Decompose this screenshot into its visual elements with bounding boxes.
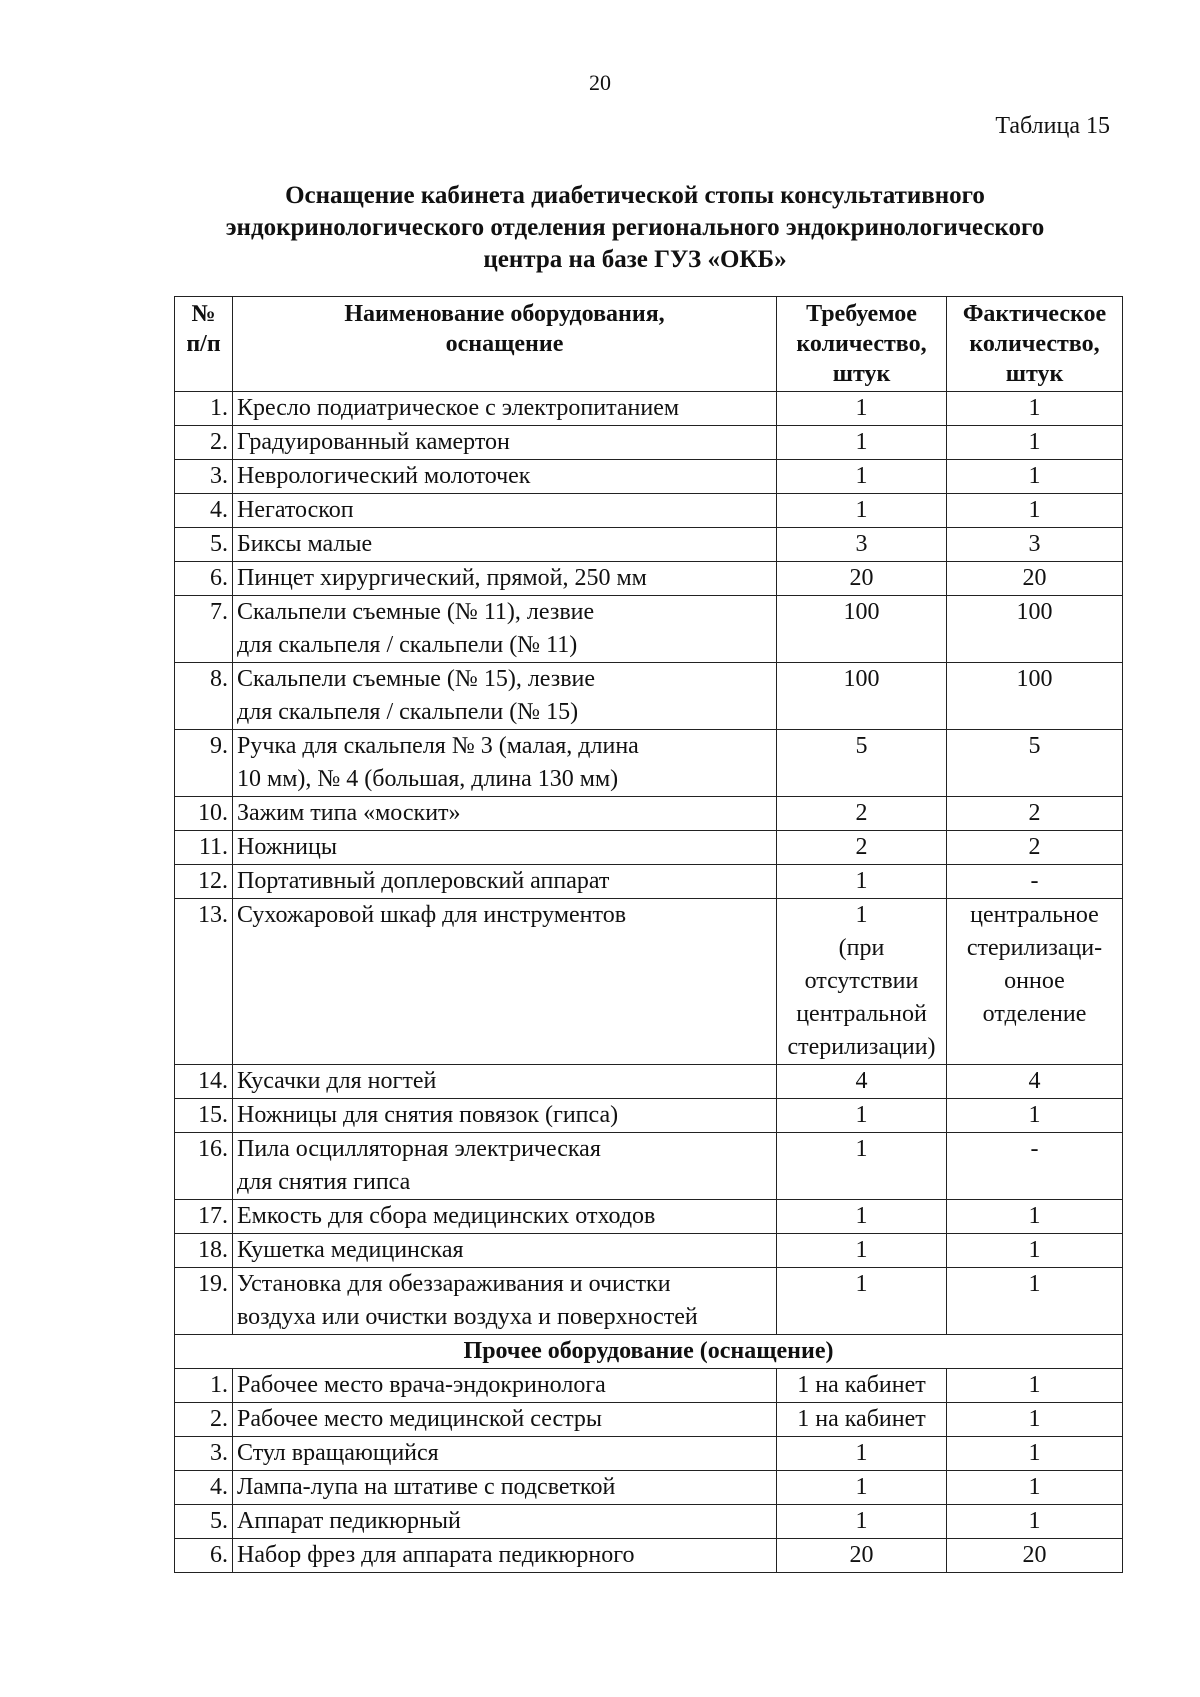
name-cell-line: для скальпеля / скальпели (№ 15): [237, 699, 579, 725]
actual-qty-cell-line: 2: [1028, 800, 1041, 826]
header-name-line: Наименование оборудования,: [344, 301, 665, 327]
actual-qty-cell-line: центральное: [970, 902, 1099, 928]
table-row: [175, 1065, 1123, 1099]
name-cell: [233, 494, 777, 528]
required-qty-cell-line: 1: [855, 1102, 868, 1128]
actual-qty-cell-line: 1: [1028, 1102, 1041, 1128]
row-number: 11.: [175, 831, 233, 865]
row-number: 10.: [175, 797, 233, 831]
name-cell-line: Пинцет хирургический, прямой, 250 мм: [237, 565, 647, 591]
table-row: [175, 865, 1123, 899]
row-number: 17.: [175, 1200, 233, 1234]
table-header-row: [175, 297, 1123, 392]
required-qty-cell-line: 1: [855, 429, 868, 455]
row-number: 6.: [175, 562, 233, 596]
name-cell-line: Емкость для сбора медицинских отходов: [237, 1203, 656, 1229]
name-cell-line: Набор фрез для аппарата педикюрного: [237, 1542, 635, 1568]
header-required-line: штук: [832, 361, 891, 387]
name-cell: [233, 1539, 777, 1573]
required-qty-cell-line: 1: [855, 1271, 868, 1297]
name-cell: [233, 899, 777, 1065]
actual-qty-cell: [947, 1471, 1123, 1505]
table-row: [175, 1099, 1123, 1133]
table-row: [175, 797, 1123, 831]
actual-qty-cell: [947, 663, 1123, 730]
name-cell: [233, 730, 777, 797]
name-cell-line: Аппарат педикюрный: [237, 1508, 461, 1534]
table-row: [175, 562, 1123, 596]
row-number: 5.: [175, 1505, 233, 1539]
required-qty-cell-line: 2: [855, 800, 868, 826]
table-row: [175, 663, 1123, 730]
name-cell: [233, 528, 777, 562]
name-cell: [233, 392, 777, 426]
row-number: 15.: [175, 1099, 233, 1133]
table-row: [175, 426, 1123, 460]
row-number: 3.: [175, 460, 233, 494]
table-row: [175, 1200, 1123, 1234]
actual-qty-cell-line: 1: [1028, 395, 1041, 421]
actual-qty-cell-line: 2: [1028, 834, 1041, 860]
required-qty-cell: [777, 528, 947, 562]
header-actual: [947, 297, 1123, 392]
required-qty-cell: [777, 1268, 947, 1335]
name-cell-line: для снятия гипса: [237, 1169, 411, 1195]
name-cell-line: Кресло подиатрическое с электропитанием: [237, 395, 680, 421]
table-row: [175, 1471, 1123, 1505]
actual-qty-cell: [947, 865, 1123, 899]
actual-qty-cell: [947, 392, 1123, 426]
actual-qty-cell: [947, 426, 1123, 460]
table-row: [175, 528, 1123, 562]
actual-qty-cell-line: онное: [1004, 968, 1065, 994]
required-qty-cell: [777, 899, 947, 1065]
actual-qty-cell-line: 20: [1022, 1542, 1047, 1568]
header-required-line: Требуемое: [806, 301, 917, 327]
required-qty-cell: [777, 1099, 947, 1133]
name-cell-line: 10 мм), № 4 (большая, длина 130 мм): [237, 766, 619, 792]
required-qty-cell-line: стерилизации): [787, 1034, 936, 1060]
document-title-line: центра на базе ГУЗ «ОКБ»: [483, 246, 787, 273]
required-qty-cell: [777, 596, 947, 663]
required-qty-cell: [777, 460, 947, 494]
row-number: 19.: [175, 1268, 233, 1335]
required-qty-cell: [777, 562, 947, 596]
actual-qty-cell-line: 100: [1016, 599, 1053, 625]
name-cell: [233, 1065, 777, 1099]
header-actual-line: Фактическое: [962, 301, 1107, 327]
actual-qty-cell: [947, 528, 1123, 562]
header-num: [175, 297, 233, 392]
table-row: [175, 1437, 1123, 1471]
required-qty-cell-line: 1: [855, 1508, 868, 1534]
actual-qty-cell: [947, 596, 1123, 663]
name-cell: [233, 797, 777, 831]
actual-qty-cell-line: -: [1030, 868, 1039, 894]
name-cell-line: Ножницы: [237, 834, 337, 860]
actual-qty-cell: [947, 562, 1123, 596]
required-qty-cell: [777, 1505, 947, 1539]
table-row: [175, 1403, 1123, 1437]
name-cell: [233, 1200, 777, 1234]
name-cell: [233, 562, 777, 596]
row-number: 4.: [175, 1471, 233, 1505]
actual-qty-cell-line: 1: [1028, 1406, 1041, 1432]
required-qty-cell-line: 1: [855, 463, 868, 489]
required-qty-cell-line: 1: [855, 902, 868, 928]
equipment-table: [174, 296, 1123, 1573]
other-equipment-rows: [175, 1369, 1123, 1573]
required-qty-cell: [777, 426, 947, 460]
actual-qty-cell: [947, 899, 1123, 1065]
row-number: 13.: [175, 899, 233, 1065]
name-cell-line: Стул вращающийся: [237, 1440, 439, 1466]
header-required-line: количество,: [796, 331, 927, 357]
actual-qty-cell: [947, 460, 1123, 494]
actual-qty-cell: [947, 730, 1123, 797]
required-qty-cell-line: 100: [843, 599, 880, 625]
table-row: [175, 1369, 1123, 1403]
actual-qty-cell-line: -: [1030, 1136, 1039, 1162]
table-row: [175, 1234, 1123, 1268]
required-qty-cell: [777, 1133, 947, 1200]
required-qty-cell-line: 1: [855, 1474, 868, 1500]
required-qty-cell-line: 2: [855, 834, 868, 860]
required-qty-cell-line: 1 на кабинет: [797, 1406, 926, 1432]
name-cell: [233, 1133, 777, 1200]
actual-qty-cell-line: 100: [1016, 666, 1053, 692]
name-cell: [233, 1505, 777, 1539]
required-qty-cell-line: центральной: [796, 1001, 927, 1027]
actual-qty-cell: [947, 1133, 1123, 1200]
required-qty-cell: [777, 1437, 947, 1471]
name-cell-line: Скальпели съемные (№ 11), лезвие: [237, 599, 595, 625]
name-cell: [233, 1437, 777, 1471]
name-cell-line: Лампа-лупа на штативе с подсветкой: [237, 1474, 616, 1500]
table-row: [175, 1539, 1123, 1573]
equipment-rows: [175, 392, 1123, 1335]
required-qty-cell: [777, 1471, 947, 1505]
required-qty-cell-line: 1: [855, 1203, 868, 1229]
name-cell-line: Рабочее место медицинской сестры: [237, 1406, 603, 1432]
required-qty-cell: [777, 797, 947, 831]
row-number: 14.: [175, 1065, 233, 1099]
required-qty-cell: [777, 1369, 947, 1403]
name-cell-line: Сухожаровой шкаф для инструментов: [237, 902, 627, 928]
required-qty-cell: [777, 494, 947, 528]
actual-qty-cell: [947, 797, 1123, 831]
row-number: 7.: [175, 596, 233, 663]
name-cell: [233, 1099, 777, 1133]
row-number: 16.: [175, 1133, 233, 1200]
table-row: [175, 596, 1123, 663]
section-row: [175, 1335, 1123, 1369]
row-number: 12.: [175, 865, 233, 899]
required-qty-cell: [777, 865, 947, 899]
table-row: [175, 392, 1123, 426]
table-row: [175, 1268, 1123, 1335]
section-title: Прочее оборудование (оснащение): [175, 1335, 1123, 1369]
actual-qty-cell-line: 3: [1028, 531, 1041, 557]
required-qty-cell-line: 100: [843, 666, 880, 692]
header-required: [777, 297, 947, 392]
required-qty-cell-line: 1: [855, 1440, 868, 1466]
actual-qty-cell: [947, 1539, 1123, 1573]
name-cell-line: Установка для обеззараживания и очистки: [237, 1271, 671, 1297]
name-cell: [233, 426, 777, 460]
name-cell: [233, 1369, 777, 1403]
name-cell-line: Негатоскоп: [237, 497, 354, 523]
table-label: Таблица 15: [995, 113, 1110, 139]
name-cell: [233, 831, 777, 865]
name-cell-line: Кусачки для ногтей: [237, 1068, 437, 1094]
required-qty-cell: [777, 1403, 947, 1437]
name-cell: [233, 1234, 777, 1268]
actual-qty-cell-line: 1: [1028, 1203, 1041, 1229]
actual-qty-cell-line: 1: [1028, 463, 1041, 489]
actual-qty-cell: [947, 1369, 1123, 1403]
table-row: [175, 494, 1123, 528]
row-number: 1.: [175, 1369, 233, 1403]
actual-qty-cell-line: 1: [1028, 429, 1041, 455]
table-row: [175, 460, 1123, 494]
actual-qty-cell-line: 1: [1028, 1237, 1041, 1263]
actual-qty-cell-line: 4: [1028, 1068, 1041, 1094]
row-number: 5.: [175, 528, 233, 562]
actual-qty-cell-line: отделение: [982, 1001, 1087, 1027]
name-cell-line: Пила осцилляторная электрическая: [237, 1136, 601, 1162]
actual-qty-cell-line: 1: [1028, 497, 1041, 523]
row-number: 2.: [175, 1403, 233, 1437]
name-cell-line: воздуха или очистки воздуха и поверхностей: [237, 1304, 698, 1330]
required-qty-cell: [777, 1065, 947, 1099]
page-number: 20: [589, 70, 611, 95]
header-actual-line: штук: [1005, 361, 1064, 387]
name-cell: [233, 1268, 777, 1335]
header-num-line: №: [191, 301, 216, 327]
table-row: [175, 1505, 1123, 1539]
actual-qty-cell-line: 1: [1028, 1271, 1041, 1297]
required-qty-cell-line: 1: [855, 868, 868, 894]
name-cell-line: Портативный доплеровский аппарат: [237, 868, 610, 894]
row-number: 3.: [175, 1437, 233, 1471]
header-name: [233, 297, 777, 392]
required-qty-cell: [777, 1200, 947, 1234]
required-qty-cell: [777, 730, 947, 797]
header-name-line: оснащение: [445, 331, 564, 357]
document-title: [170, 180, 1100, 276]
actual-qty-cell-line: 5: [1028, 733, 1041, 759]
actual-qty-cell: [947, 1065, 1123, 1099]
required-qty-cell-line: 1: [855, 1136, 868, 1162]
actual-qty-cell-line: 1: [1028, 1372, 1041, 1398]
table-row: [175, 831, 1123, 865]
name-cell-line: для скальпеля / скальпели (№ 11): [237, 632, 578, 658]
required-qty-cell-line: 4: [855, 1068, 868, 1094]
actual-qty-cell-line: 20: [1022, 565, 1047, 591]
actual-qty-cell-line: 1: [1028, 1440, 1041, 1466]
required-qty-cell: [777, 663, 947, 730]
required-qty-cell-line: 1 на кабинет: [797, 1372, 926, 1398]
name-cell-line: Скальпели съемные (№ 15), лезвие: [237, 666, 596, 692]
required-qty-cell: [777, 831, 947, 865]
name-cell: [233, 460, 777, 494]
document-title-line: эндокринологического отделения регионального эндокринологического: [225, 214, 1045, 241]
name-cell-line: Ножницы для снятия повязок (гипса): [237, 1102, 619, 1128]
name-cell: [233, 1403, 777, 1437]
required-qty-cell-line: (при: [838, 935, 885, 961]
actual-qty-cell: [947, 1099, 1123, 1133]
actual-qty-cell: [947, 1437, 1123, 1471]
required-qty-cell-line: 1: [855, 497, 868, 523]
name-cell: [233, 663, 777, 730]
name-cell-line: Кушетка медицинская: [237, 1237, 464, 1263]
table-row: [175, 899, 1123, 1065]
header-actual-line: количество,: [969, 331, 1100, 357]
required-qty-cell-line: 3: [855, 531, 868, 557]
actual-qty-cell: [947, 1403, 1123, 1437]
name-cell: [233, 865, 777, 899]
row-number: 2.: [175, 426, 233, 460]
actual-qty-cell: [947, 1234, 1123, 1268]
required-qty-cell: [777, 1234, 947, 1268]
required-qty-cell-line: 20: [849, 565, 874, 591]
name-cell-line: Неврологический молоточек: [237, 463, 531, 489]
row-number: 18.: [175, 1234, 233, 1268]
row-number: 1.: [175, 392, 233, 426]
actual-qty-cell-line: 1: [1028, 1474, 1041, 1500]
actual-qty-cell-line: 1: [1028, 1508, 1041, 1534]
name-cell: [233, 596, 777, 663]
required-qty-cell: [777, 1539, 947, 1573]
row-number: 9.: [175, 730, 233, 797]
actual-qty-cell: [947, 1200, 1123, 1234]
actual-qty-cell: [947, 831, 1123, 865]
required-qty-cell-line: 1: [855, 1237, 868, 1263]
required-qty-cell-line: 1: [855, 395, 868, 421]
table-row: [175, 730, 1123, 797]
name-cell-line: Градуированный камертон: [237, 429, 510, 455]
section-divider: [175, 1335, 1123, 1369]
row-number: 8.: [175, 663, 233, 730]
actual-qty-cell: [947, 494, 1123, 528]
required-qty-cell-line: 20: [849, 1542, 874, 1568]
name-cell-line: Зажим типа «москит»: [237, 800, 461, 826]
actual-qty-cell-line: стерилизаци-: [966, 935, 1103, 961]
required-qty-cell: [777, 392, 947, 426]
required-qty-cell-line: отсутствии: [804, 968, 919, 994]
table-row: [175, 1133, 1123, 1200]
actual-qty-cell: [947, 1505, 1123, 1539]
name-cell-line: Рабочее место врача-эндокринолога: [237, 1372, 606, 1398]
document-title-line: Оснащение кабинета диабетической стопы консультативного: [285, 182, 985, 209]
name-cell: [233, 1471, 777, 1505]
required-qty-cell-line: 5: [855, 733, 868, 759]
header-num-line: п/п: [186, 331, 221, 357]
name-cell-line: Биксы малые: [237, 531, 373, 557]
name-cell-line: Ручка для скальпеля № 3 (малая, длина: [237, 733, 639, 759]
row-number: 6.: [175, 1539, 233, 1573]
actual-qty-cell: [947, 1268, 1123, 1335]
row-number: 4.: [175, 494, 233, 528]
